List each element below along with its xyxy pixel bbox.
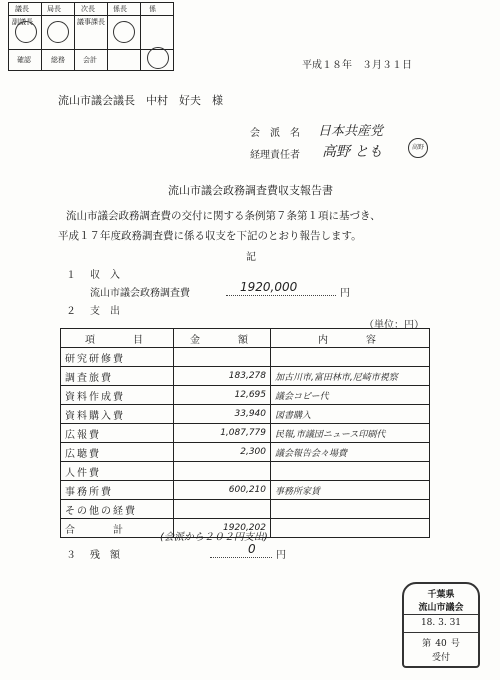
content-cell (271, 462, 430, 481)
approval-seal (113, 21, 135, 43)
amount-cell: 600,210 (174, 481, 271, 500)
item-cell: 資料作成費 (61, 386, 174, 405)
manager-seal: 高野 (408, 138, 428, 158)
expense-table (60, 328, 430, 538)
approval-vline (140, 3, 141, 70)
expense-number: ２ (66, 306, 76, 317)
report-date: 平成１８年 ３月３１日 (302, 60, 412, 71)
received-stamp-divider (404, 632, 478, 633)
amount-cell: 33,940 (174, 405, 271, 424)
manager-value: 高野 とも (322, 144, 383, 160)
content-cell: 加古川市,富田林市,尼崎市視察 (271, 367, 430, 386)
content-cell: 民報,市議団ニュース印刷代 (271, 424, 430, 443)
balance-unit: 円 (276, 550, 286, 561)
approval-title-2: 局長 (47, 5, 61, 13)
item-cell: 広聴費 (61, 443, 174, 462)
approval-title-3: 次長 (81, 5, 95, 13)
column-header-item: 項 目 (61, 329, 174, 348)
approval-seal (147, 47, 169, 69)
total-label-cell: 合 計 (61, 519, 174, 538)
approval-stamp-box (8, 2, 174, 71)
received-stamp-date: 18. 3. 31 (420, 618, 462, 628)
table-row (61, 405, 430, 424)
content-cell: 事務所家賃 (271, 481, 430, 500)
approval-bottom-3: 会計 (83, 56, 97, 64)
item-cell: 広報費 (61, 424, 174, 443)
table-row (61, 367, 430, 386)
item-cell: 研究研修費 (61, 348, 174, 367)
report-title: 流山市議会政務調査費収支報告書 (168, 184, 333, 197)
received-number: 40 (435, 639, 447, 649)
addressee: 流山市議会議長 中村 好夫 様 (58, 94, 223, 107)
amount-cell (174, 500, 271, 519)
approval-title-1: 議長 (15, 5, 29, 13)
amount-cell (174, 462, 271, 481)
approval-vline (107, 3, 108, 70)
content-cell: 議会報告会々場費 (271, 443, 430, 462)
item-cell: 資料購入費 (61, 405, 174, 424)
faction-value: 日本共産党 (318, 124, 384, 139)
table-row (61, 481, 430, 500)
approval-seal (15, 21, 37, 43)
table-header-row (61, 329, 430, 348)
income-underline (226, 295, 336, 296)
balance-heading: 残 額 (90, 550, 120, 561)
approval-under-1: 副議長 (12, 18, 33, 26)
expense-note: (会派から２０２円支出) (160, 532, 268, 543)
received-number-prefix: 第 (422, 639, 432, 649)
table-row (61, 500, 430, 519)
balance-number: ３ (66, 550, 76, 561)
approval-title-row (9, 3, 173, 16)
approval-bottom-1: 確認 (17, 56, 31, 64)
received-stamp-line-1: 千葉県 (427, 590, 455, 600)
content-cell (271, 348, 430, 367)
table-row (61, 386, 430, 405)
amount-cell: 1,087,779 (174, 424, 271, 443)
content-cell: 図書購入 (271, 405, 430, 424)
received-stamp-divider (404, 614, 478, 615)
income-item: 流山市議会政務調査費 (90, 288, 190, 299)
report-body-line-1: 流山市議会政務調査費の交付に関する条例第７条第１項に基づき、 (66, 210, 381, 222)
received-number-suffix: 号 (450, 639, 460, 649)
report-body-line-2: 平成１７年度政務調査費に係る収支を下記のとおり報告します。 (58, 230, 362, 242)
balance-amount: 0 (248, 542, 256, 556)
income-number: １ (66, 270, 76, 281)
amount-cell: 2,300 (174, 443, 271, 462)
expense-unit-note: （単位：円） (364, 320, 424, 331)
faction-label: 会 派 名 (250, 128, 300, 139)
manager-label: 経理責任者 (250, 150, 300, 161)
item-cell: 調査旅費 (61, 367, 174, 386)
amount-cell: 183,278 (174, 367, 271, 386)
content-cell: 議会コピー代 (271, 386, 430, 405)
item-cell: その他の経費 (61, 500, 174, 519)
approval-divider (9, 49, 173, 50)
approval-title-5: 係 (149, 5, 156, 13)
approval-bottom-2: 総務 (51, 56, 65, 64)
total-amount-cell: 1920,202 (174, 519, 271, 538)
item-cell: 事務所費 (61, 481, 174, 500)
approval-title-4: 係長 (113, 5, 127, 13)
table-row (61, 348, 430, 367)
approval-vline (41, 3, 42, 70)
approval-under-3: 議事課長 (77, 18, 105, 26)
income-unit: 円 (340, 288, 350, 299)
amount-cell (174, 348, 271, 367)
column-header-content: 内 容 (271, 329, 430, 348)
expense-heading: 支 出 (90, 306, 120, 317)
amount-cell: 12,695 (174, 386, 271, 405)
table-row (61, 443, 430, 462)
table-row (61, 424, 430, 443)
income-amount: 1920,000 (240, 280, 298, 294)
table-row (61, 462, 430, 481)
received-stamp (402, 582, 480, 668)
column-header-amount: 金 額 (174, 329, 271, 348)
received-stamp-status: 受付 (431, 653, 450, 663)
ki-label: 記 (246, 252, 256, 263)
item-cell: 人件費 (61, 462, 174, 481)
income-heading: 収 入 (90, 270, 120, 281)
received-stamp-number-line (404, 636, 478, 649)
total-content-cell (271, 519, 430, 538)
approval-seal (47, 21, 69, 43)
received-stamp-line-2: 流山市議会 (418, 603, 464, 613)
balance-underline (210, 557, 272, 558)
approval-vline (74, 3, 75, 70)
content-cell (271, 500, 430, 519)
